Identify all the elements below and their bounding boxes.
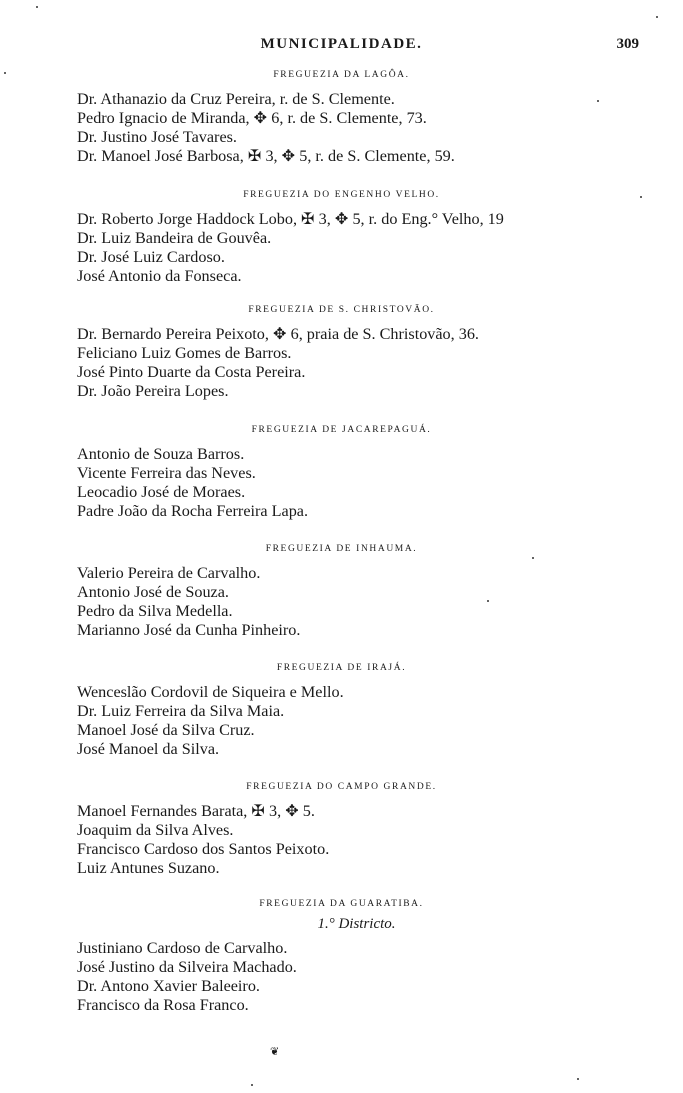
list-item: Antonio José de Souza. (77, 583, 229, 601)
list-item: Dr. Antono Xavier Baleeiro. (77, 977, 260, 995)
list-item: Padre João da Rocha Ferreira Lapa. (77, 502, 309, 520)
entry-list (0, 564, 683, 640)
entry-list (0, 210, 683, 286)
footer-ornament-icon: ❦ (270, 1045, 280, 1058)
list-item: Manoel Fernandes Barata, ✠ 3, ✥ 5. (77, 802, 315, 820)
list-item: Dr. Roberto Jorge Haddock Lobo, ✠ 3, ✥ 5, r. do Eng.° Velho, 19 (77, 210, 504, 228)
list-item: Joaquim da Silva Alves. (77, 821, 234, 839)
entry-list (0, 445, 683, 521)
paper-speck (487, 600, 489, 602)
list-item: Valerio Pereira de Carvalho. (77, 564, 261, 582)
paper-speck (577, 1078, 579, 1080)
list-item: Luiz Antunes Suzano. (77, 859, 220, 877)
list-item: Francisco da Rosa Franco. (77, 996, 249, 1014)
paper-speck (532, 557, 534, 559)
list-item: José Antonio da Fonseca. (77, 267, 242, 285)
section-heading: FREGUEZIA DA LAGÔA. (273, 70, 410, 80)
list-item: Manoel José da Silva Cruz. (77, 721, 255, 739)
paper-speck (4, 72, 6, 74)
list-item: Leocadio José de Moraes. (77, 483, 246, 501)
section-lagoa (0, 66, 683, 166)
section-subheading: 1.° Districto. (317, 916, 396, 932)
paper-speck (251, 1084, 253, 1086)
page-number: 309 (616, 36, 639, 52)
list-item: Vicente Ferreira das Neves. (77, 464, 256, 482)
section-s-christovao (0, 301, 683, 401)
paper-speck (36, 6, 38, 8)
entry-list (0, 802, 683, 878)
list-item: Dr. José Luiz Cardoso. (77, 248, 225, 266)
list-item: Pedro da Silva Medella. (77, 602, 233, 620)
section-heading: FREGUEZIA DE IRAJÁ. (276, 663, 407, 673)
section-heading: FREGUEZIA DO ENGENHO VELHO. (243, 190, 440, 200)
list-item: Dr. Athanazio da Cruz Pereira, r. de S. Clemente. (77, 90, 395, 108)
paper-speck (597, 100, 599, 102)
list-item: Francisco Cardoso dos Santos Peixoto. (77, 840, 330, 858)
section-jacarepagua (0, 421, 683, 521)
section-engenho-velho (0, 186, 683, 286)
list-item: Pedro Ignacio de Miranda, ✥ 6, r. de S. Clemente, 73. (77, 109, 427, 127)
entry-list (0, 90, 683, 166)
list-item: Antonio de Souza Barros. (77, 445, 245, 463)
list-item: Feliciano Luiz Gomes de Barros. (77, 344, 292, 362)
section-heading: FREGUEZIA DE INHAUMA. (265, 544, 418, 554)
list-item: Dr. Manoel José Barbosa, ✠ 3, ✥ 5, r. de S. Clemente, 59. (77, 147, 455, 165)
list-item: Dr. João Pereira Lopes. (77, 382, 229, 400)
section-iraja (0, 659, 683, 759)
section-heading: FREGUEZIA DO CAMPO GRANDE. (246, 782, 437, 792)
list-item: Wenceslão Cordovil de Siqueira e Mello. (77, 683, 344, 701)
list-item: José Pinto Duarte da Costa Pereira. (77, 363, 306, 381)
section-heading: FREGUEZIA DE JACAREPAGUÁ. (251, 425, 432, 435)
entry-list (0, 325, 683, 401)
list-item: Dr. Justino José Tavares. (77, 128, 237, 146)
list-item: Dr. Luiz Bandeira de Gouvêa. (77, 229, 272, 247)
list-item: José Justino da Silveira Machado. (77, 958, 297, 976)
list-item: José Manoel da Silva. (77, 740, 220, 758)
list-item: Dr. Bernardo Pereira Peixoto, ✥ 6, praia de S. Christovão, 36. (77, 325, 479, 343)
section-campo-grande (0, 778, 683, 878)
entry-list (0, 939, 683, 1015)
list-item: Marianno José da Cunha Pinheiro. (77, 621, 301, 639)
page-title: MUNICIPALIDADE. (260, 36, 423, 52)
section-guaratiba (0, 895, 683, 1015)
paper-speck (656, 16, 658, 18)
list-item: Dr. Luiz Ferreira da Silva Maia. (77, 702, 285, 720)
paper-speck (640, 196, 642, 198)
section-heading: FREGUEZIA DE S. CHRISTOVÃO. (248, 305, 435, 315)
section-inhauma (0, 540, 683, 640)
list-item: Justiniano Cardoso de Carvalho. (77, 939, 288, 957)
section-heading: FREGUEZIA DA GUARATIBA. (259, 899, 424, 909)
entry-list (0, 683, 683, 759)
